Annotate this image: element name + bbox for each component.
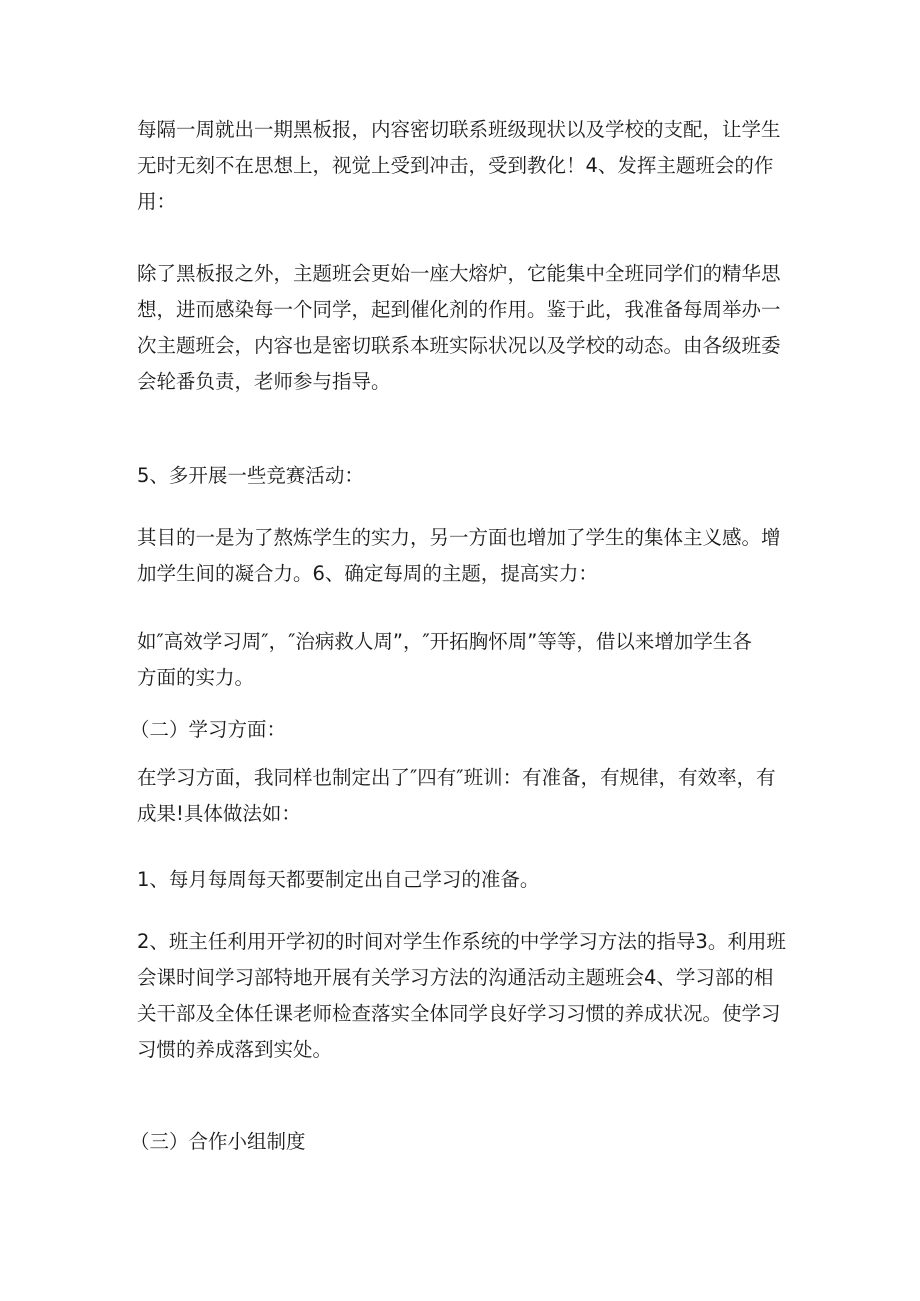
text-line: 习惯的养成落到实处。	[137, 1038, 333, 1061]
text-line: 次主题班会，内容也是密切联系本班实际状况以及学校的动态。由各级班委	[137, 334, 781, 357]
section-heading-cooperation	[130, 1124, 790, 1160]
text-line: 方面的实力。	[137, 666, 255, 689]
text-line: 成果!具体做法如：	[137, 802, 301, 825]
text-line: 5、多开展一些竞赛活动：	[137, 464, 364, 487]
paragraph-study-item-2	[137, 924, 797, 1068]
text-line: 关干部及全体任课老师检查落实全体同学良好学习习惯的养成状况。使学习	[137, 1002, 781, 1025]
text-line: 2、班主任利用开学初的时间对学生作系统的中学学习方法的指导3。利用班	[137, 930, 786, 953]
paragraph-study-motto	[137, 760, 797, 832]
paragraph-competition-heading	[137, 458, 797, 494]
text-line: （二）学习方面：	[130, 718, 287, 741]
paragraph-competition	[137, 520, 797, 592]
text-line: 无时无刻不在思想上，视觉上受到冲击，受到教化！4、发挥主题班会的作	[137, 154, 774, 177]
text-line: 其目的一是为了熬炼学生的实力，另一方面也增加了学生的集体主义感。增	[137, 526, 781, 549]
text-line: 加学生间的凝合力。6、确定每周的主题，提高实力：	[137, 562, 598, 585]
text-line: 想，进而感染每一个同学，起到催化剂的作用。鉴于此，我准备每周举办一	[137, 298, 781, 321]
paragraph-study-item-1	[137, 862, 797, 898]
paragraph-class-meeting	[137, 256, 797, 400]
text-line: 1、每月每周每天都要制定出自己学习的准备。	[137, 868, 540, 891]
text-line: 每隔一周就出一期黑板报，内容密切联系班级现状以及学校的支配，让学生	[137, 118, 781, 141]
text-line: 用：	[137, 190, 177, 213]
paragraph-blackboard	[137, 112, 797, 220]
text-line: 在学习方面，我同样也制定出了″四有″班训：有准备，有规律，有效率，有	[137, 766, 776, 789]
text-line: 如″高效学习周″，″治病救人周”，″开拓胸怀周”等等，借以来增加学生各	[137, 630, 752, 653]
text-line: 会课时间学习部特地开展有关学习方法的沟通活动主题班会4、学习部的相	[137, 966, 774, 989]
text-line: 会轮番负责，老师参与指导。	[137, 370, 391, 393]
text-line: （三）合作小组制度	[130, 1130, 306, 1153]
section-heading-study	[130, 712, 790, 748]
text-line: 除了黑板报之外，主题班会更始一座大熔炉，它能集中全班同学们的精华思	[137, 262, 781, 285]
paragraph-weekly-theme	[137, 624, 797, 696]
